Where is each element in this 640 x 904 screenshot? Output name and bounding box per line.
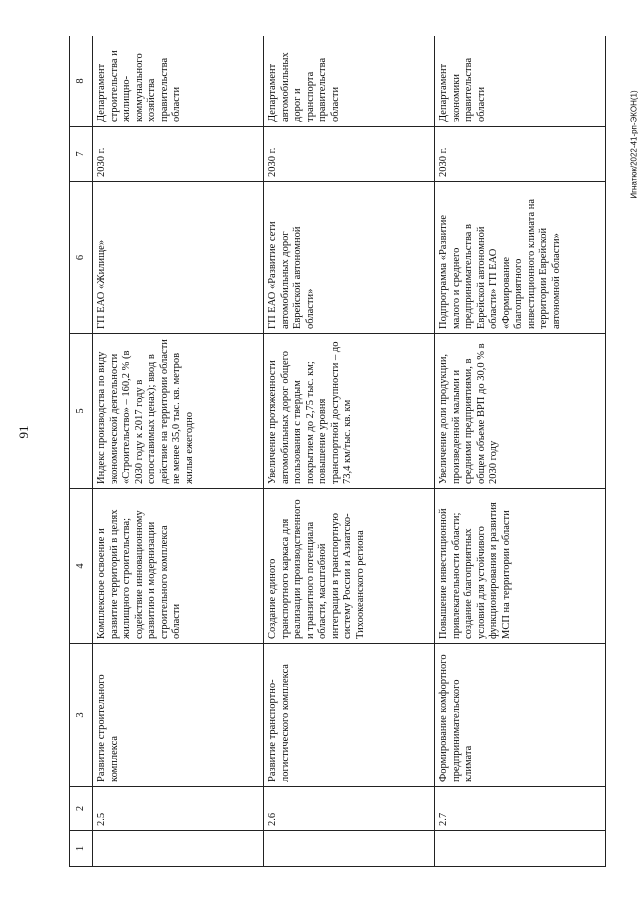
table-row xyxy=(435,36,606,867)
cell-indicators: Увеличение протяженности автомобильных дорог общего пользования с твердым покрытием до 2,75 тыс. км; повышение уровня транспортной доступности – до 73,4 км/тыс. кв. км xyxy=(264,334,435,489)
column-header: 5 xyxy=(70,334,93,489)
cell-indicators: Индекс производства по виду экономической деятельности «Строительство» – 160,2 % (в 2030 году к 2017 году в сопоставимых ценах); ввод в действие на территории области не менее 35,0 тыс. кв. метров жилья ежегодно xyxy=(93,334,264,489)
rotated-table-container xyxy=(69,36,606,867)
column-header: 3 xyxy=(70,644,93,787)
page-number: 91 xyxy=(16,425,31,439)
cell-deadline: 2030 г. xyxy=(93,127,264,182)
cell-responsible: Департамент экономики правительства области xyxy=(435,36,606,127)
document-id: Игнатюк/2022-41-рп-ЭКОН(1) xyxy=(629,90,639,199)
cell-direction: Развитие транспортно-логистического комплекса xyxy=(264,644,435,787)
cell-number: 2.5 xyxy=(93,787,264,831)
table-header-row xyxy=(70,36,93,867)
cell-number: 2.7 xyxy=(435,787,606,831)
cell-responsible: Департамент автомобильных дорог и транспорта правительства области xyxy=(264,36,435,127)
cell-program: ГП ЕАО «Развитие сети автомобильных дорог Еврейской автономной области» xyxy=(264,182,435,334)
cell-number: 2.6 xyxy=(264,787,435,831)
cell-responsible: Департамент строительства и жилищно-коммунального хозяйства правительства области xyxy=(93,36,264,127)
cell-col1 xyxy=(435,831,606,867)
column-header: 2 xyxy=(70,787,93,831)
column-header: 6 xyxy=(70,182,93,334)
cell-direction: Формирование комфортного предпринимательского климата xyxy=(435,644,606,787)
cell-tasks: Комплексное освоение и развитие территорий в целях жилищного строительства; содействие инновационному развитию и модернизации строительного комплекса области xyxy=(93,489,264,644)
cell-deadline: 2030 г. xyxy=(435,127,606,182)
cell-tasks: Создание единого транспортного каркаса для реализации производственного и транзитного потенциала области, масштабной интеграции в транспортную систему России и Азиатско-Тихоокеанского региона xyxy=(264,489,435,644)
column-header: 8 xyxy=(70,36,93,127)
cell-deadline: 2030 г. xyxy=(264,127,435,182)
column-header: 4 xyxy=(70,489,93,644)
column-header: 1 xyxy=(70,831,93,867)
cell-col1 xyxy=(93,831,264,867)
cell-indicators: Увеличение доли продукции, произведенной малыми и средними предприятиями, в общем объеме ВРП до 30,0 % в 2030 году xyxy=(435,334,606,489)
cell-col1 xyxy=(264,831,435,867)
measures-table xyxy=(69,36,606,867)
cell-program: ГП ЕАО «Жилище» xyxy=(93,182,264,334)
table-row xyxy=(264,36,435,867)
cell-program: Подпрограмма «Развитие малого и среднего предпринимательства в Еврейской автономной области» ГП ЕАО «Формирование благоприятного инвестиционного климата на территории Еврейской автономной области» xyxy=(435,182,606,334)
column-header: 7 xyxy=(70,127,93,182)
cell-direction: Развитие строительного комплекса xyxy=(93,644,264,787)
table-row xyxy=(93,36,264,867)
cell-tasks: Повышение инвестиционной привлекательности области; создание благоприятных условий для устойчивого функционирования и развития МСП на территории области xyxy=(435,489,606,644)
